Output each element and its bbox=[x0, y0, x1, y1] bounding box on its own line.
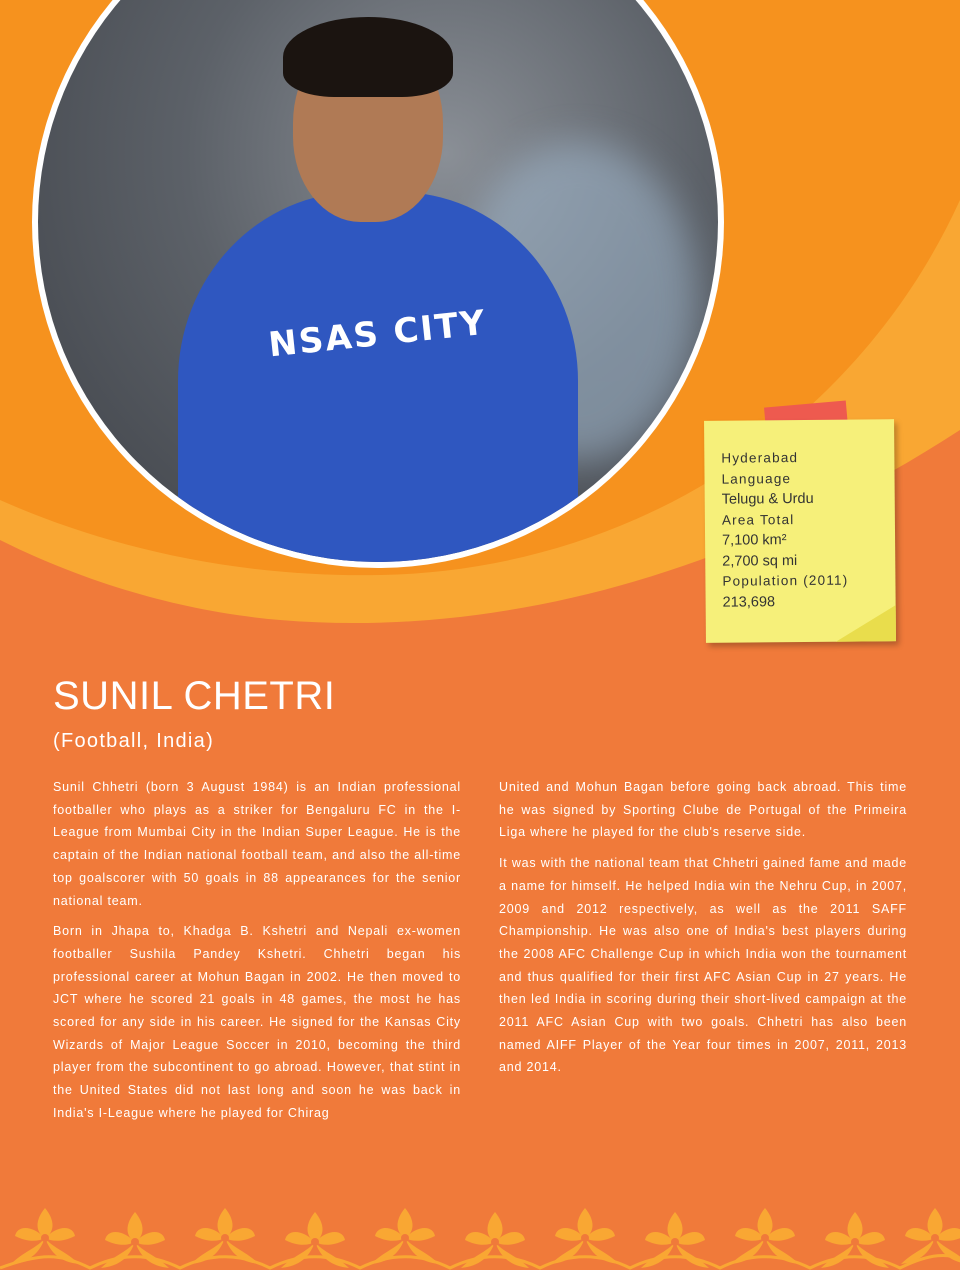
body-paragraph: It was with the national team that Chhetri gained fame and made a name for himself. He helped India win the Nehru Cup, in 2007, 2009 and 2012 respectively, as well as the 2011 SAFF Championship. He was also one of India's best players during the 2008 AFC Challenge Cup in which India won the tournament and thus qualified for their first AFC Asian Cup in 27 years. He then led India in scoring during their short-lived campaign at the 2011 AFC Asian Cup with two goals. Chhetri has also been named AIFF Player of the Year four times in 2007, 2011, 2013 and 2014. bbox=[499, 856, 907, 1075]
body-paragraph: United and Mohun Bagan before going back abroad. This time he was signed by Sporting Clube de Portugal of the Primeira Liga where he played for the club's reserve side. bbox=[499, 780, 907, 840]
population-label: Population (2011) bbox=[722, 572, 849, 589]
area-label: Area Total bbox=[721, 511, 795, 528]
area-km-value: 7,100 km² bbox=[722, 532, 787, 549]
language-label: Language bbox=[721, 470, 792, 487]
population-value: 213,698 bbox=[722, 593, 776, 611]
info-list bbox=[721, 448, 848, 613]
athlete-subtitle: (Football, India) bbox=[53, 730, 215, 752]
body-paragraph: Born in Jhapa to, Khadga B. Kshetri and Nepali ex-women footballer Sushila Pandey Kshetri. Chhetri began his professional career at Mohun Bagan in 2002. He then moved to JCT where he scored 21 goals in 48 games, the most he has scored for any side in his career. He signed for the Kansas City Wizards of Major League Soccer in 2010, becoming the third player from the subcontinent to go abroad. However, that stint in the United States did not last long and soon he was back in India's I-League where he played for Chirag bbox=[53, 924, 461, 1120]
area-mi-value: 2,700 sq mi bbox=[722, 552, 798, 570]
body-paragraph: Sunil Chhetri (born 3 August 1984) is an Indian professional footballer who plays as a striker for Bengaluru FC in the I-League from Mumbai City in the Indian Super League. He is the captain of the Indian national football team, and also the all-time top goalscorer with 50 goals in 88 appearances for the senior national team. bbox=[53, 780, 461, 908]
language-value: Telugu & Urdu bbox=[721, 490, 814, 508]
player-hair bbox=[283, 17, 453, 97]
player-jersey bbox=[178, 192, 578, 562]
athlete-name: SUNIL CHETRI bbox=[53, 674, 336, 718]
info-sticky-note bbox=[704, 419, 896, 643]
footer-floral-ornament bbox=[0, 1198, 960, 1270]
jersey-text: NSAS CITY bbox=[266, 302, 489, 366]
body-column-left bbox=[53, 776, 461, 1133]
body-column-right bbox=[499, 776, 907, 1087]
city-label: Hyderabad bbox=[721, 450, 799, 466]
